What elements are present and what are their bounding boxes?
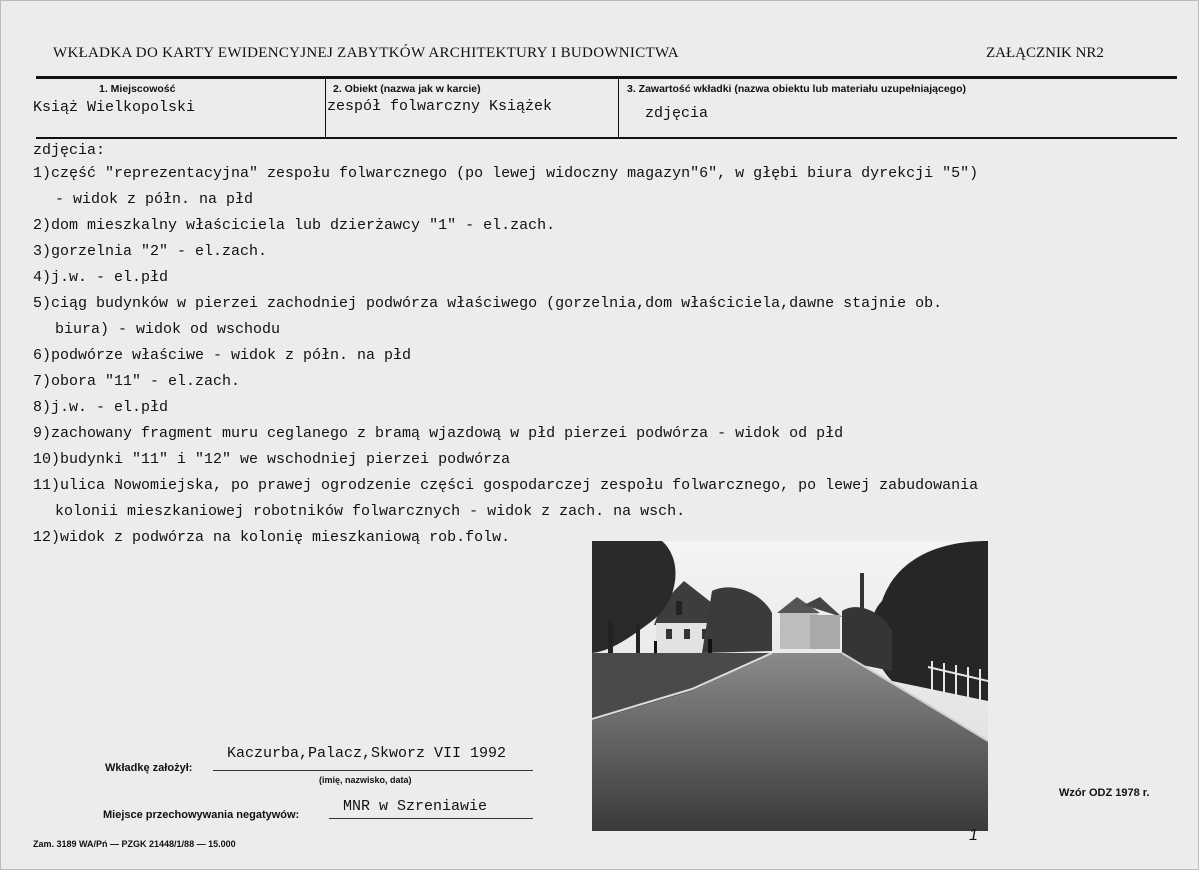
photo-list	[33, 164, 1153, 554]
header-annex: ZAŁĄCZNIK NR2	[986, 45, 1104, 61]
photograph	[592, 541, 988, 831]
list-item	[33, 346, 1153, 372]
prepared-by-caption: (imię, nazwisko, data)	[319, 775, 412, 785]
field-label-object: 2. Obiekt (nazwa jak w karcie)	[333, 83, 481, 95]
list-item-line: 10)budynki "11" i "12" we wschodniej pierzei podwórza	[33, 451, 511, 468]
photograph-street-scene	[592, 541, 988, 831]
list-item	[33, 164, 1153, 216]
list-item	[33, 216, 1153, 242]
list-item-line: 1)część "reprezentacyjna" zespołu folwarcznego (po lewej widoczny magazyn"6", w głębi biura dyrekcji "5")	[33, 165, 979, 182]
bottom-rule	[36, 137, 1177, 139]
content-intro: zdjęcia:	[33, 142, 106, 159]
field-value-object: zespół folwarczny Książek	[327, 98, 553, 115]
list-item	[33, 476, 1153, 528]
list-item-line: 7)obora "11" - el.zach.	[33, 373, 241, 390]
print-order-info: Zam. 3189 WA/Pń — PZGK 21448/1/88 — 15.000	[33, 839, 236, 849]
list-item-line: 5)ciąg budynków w pierzei zachodniej podwórza właściwego (gorzelnia,dom właściciela,dawne stajnie ob.	[33, 295, 943, 312]
header-title: WKŁADKA DO KARTY EWIDENCYJNEJ ZABYTKÓW ARCHITEKTURY I BUDOWNICTWA	[53, 45, 679, 61]
form-version: Wzór ODZ 1978 r.	[1059, 787, 1150, 799]
field-label-locality: 1. Miejscowość	[99, 83, 176, 95]
field-divider-2	[618, 79, 619, 137]
list-item-continuation: - widok z półn. na płd	[55, 191, 254, 208]
list-item-line: 9)zachowany fragment muru ceglanego z bramą wjazdową w płd pierzei podwórza - widok od płd	[33, 425, 844, 442]
list-item	[33, 268, 1153, 294]
negatives-location-line	[329, 818, 533, 819]
list-item	[33, 372, 1153, 398]
list-item-continuation: kolonii mieszkaniowej robotników folwarcznych - widok z zach. na wsch.	[55, 503, 686, 520]
list-item-line: 4)j.w. - el.płd	[33, 269, 169, 286]
field-divider-1	[325, 79, 326, 137]
top-rule	[36, 76, 1177, 79]
list-item	[33, 294, 1153, 346]
list-item-line: 8)j.w. - el.płd	[33, 399, 169, 416]
prepared-by-value: Kaczurba,Palacz,Skworz VII 1992	[227, 745, 507, 762]
prepared-by-label: Wkładkę założył:	[105, 762, 193, 774]
list-item-line: 2)dom mieszkalny właściciela lub dzierżawcy "1" - el.zach.	[33, 217, 556, 234]
list-item	[33, 424, 1153, 450]
list-item	[33, 242, 1153, 268]
list-item	[33, 398, 1153, 424]
negatives-location-value: MNR w Szreniawie	[343, 798, 488, 815]
prepared-by-line	[213, 770, 533, 771]
list-item-line: 6)podwórze właściwe - widok z półn. na płd	[33, 347, 412, 364]
list-item-line: 11)ulica Nowomiejska, po prawej ogrodzenie części gospodarczej zespołu folwarcznego, po lewej zabudowania	[33, 477, 979, 494]
list-item-line: 3)gorzelnia "2" - el.zach.	[33, 243, 268, 260]
field-value-locality: Książ Wielkopolski	[33, 99, 196, 116]
list-item	[33, 450, 1153, 476]
list-item-continuation: biura) - widok od wschodu	[55, 321, 281, 338]
photo-number: 1	[969, 827, 978, 844]
negatives-location-label: Miejsce przechowywania negatywów:	[103, 809, 300, 821]
field-value-contents: zdjęcia	[645, 105, 709, 122]
list-item-line: 12)widok z podwórza na kolonię mieszkaniową rob.folw.	[33, 529, 511, 546]
field-label-contents: 3. Zawartość wkładki (nazwa obiektu lub materiału uzupełniającego)	[627, 83, 966, 95]
